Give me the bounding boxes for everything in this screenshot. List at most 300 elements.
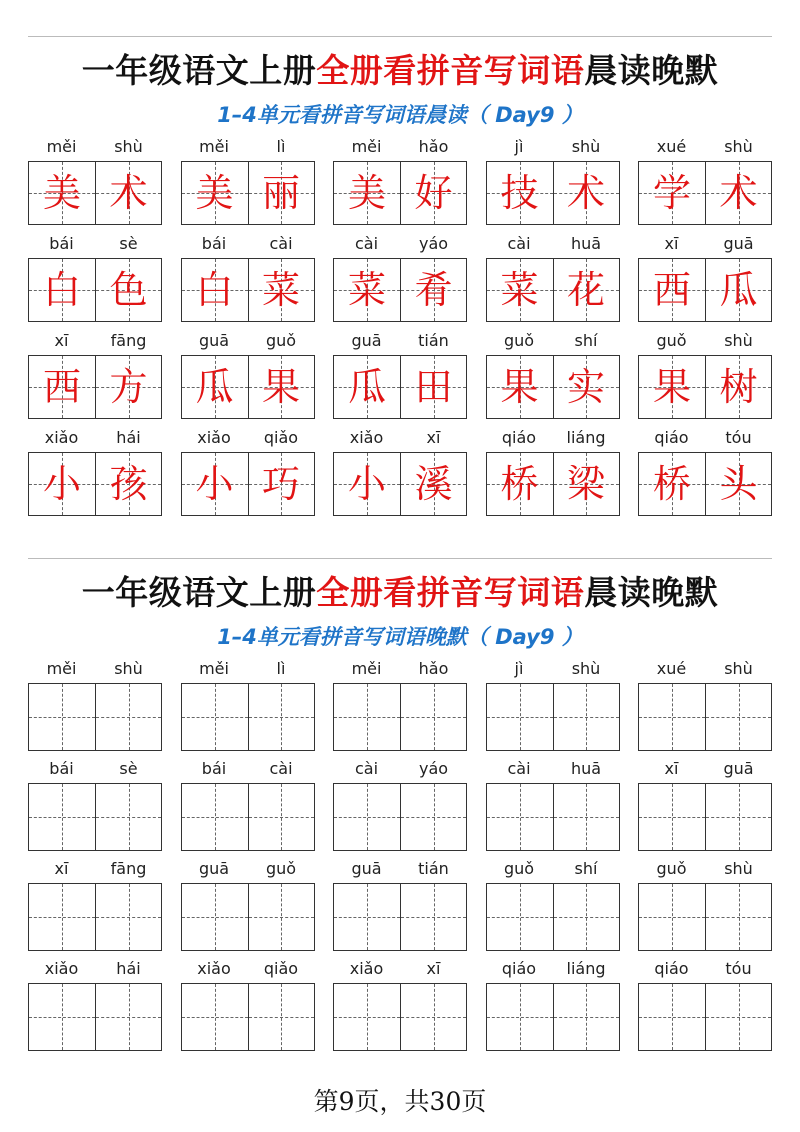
- title-suffix: 晨读晚默: [584, 51, 719, 90]
- word-pair: [333, 755, 467, 855]
- pinyin-syllable: huā: [570, 234, 602, 253]
- tianzige-box-pair[interactable]: [181, 883, 315, 951]
- pinyin-line: [28, 655, 162, 683]
- tianzige-cell: [553, 259, 619, 321]
- pinyin-syllable: jì: [514, 659, 524, 678]
- pinyin-syllable: xiǎo: [349, 959, 384, 978]
- tianzige-box-pair[interactable]: [181, 783, 315, 851]
- tianzige-cell[interactable]: [487, 984, 553, 1050]
- pinyin-syllable: shù: [571, 659, 601, 678]
- pinyin-syllable: cài: [354, 234, 379, 253]
- pinyin-line: [486, 955, 620, 983]
- word-pair: [333, 327, 467, 424]
- word-grid: [28, 133, 772, 521]
- tianzige-box-pair[interactable]: [638, 983, 772, 1051]
- tianzige-box-pair: [28, 258, 162, 322]
- hanzi-character: 色: [109, 268, 148, 312]
- word-pair: [181, 133, 315, 230]
- pinyin-line: [638, 955, 772, 983]
- word-pair: [638, 955, 772, 1055]
- pinyin-syllable: guǒ: [656, 859, 687, 878]
- pinyin-line: [333, 230, 467, 258]
- pinyin-syllable: guā: [723, 759, 754, 778]
- hanzi-character: 术: [719, 171, 758, 215]
- pinyin-syllable: xiǎo: [197, 959, 231, 978]
- hanzi-character: 桥: [652, 462, 691, 506]
- tianzige-cell[interactable]: [248, 884, 314, 950]
- pinyin-syllable: qiǎo: [263, 959, 299, 978]
- pinyin-syllable: bái: [49, 234, 74, 253]
- pinyin-syllable: xī: [426, 428, 441, 447]
- pinyin-syllable: guā: [198, 859, 230, 878]
- hanzi-character: 瓜: [195, 365, 234, 409]
- tianzige-box-pair[interactable]: [638, 783, 772, 851]
- pinyin-syllable: shù: [724, 331, 753, 350]
- tianzige-cell[interactable]: [705, 684, 771, 750]
- tianzige-cell[interactable]: [334, 784, 400, 850]
- tianzige-cell[interactable]: [182, 984, 248, 1050]
- tianzige-box-pair: [333, 258, 467, 322]
- pinyin-syllable: jì: [514, 137, 524, 156]
- tianzige-cell[interactable]: [248, 984, 314, 1050]
- tianzige-cell[interactable]: [400, 984, 466, 1050]
- word-pair: [28, 755, 162, 855]
- tianzige-box-pair[interactable]: [333, 883, 467, 951]
- pinyin-syllable: xiǎo: [44, 959, 79, 978]
- tianzige-cell[interactable]: [334, 884, 400, 950]
- tianzige-box-pair[interactable]: [333, 983, 467, 1051]
- tianzige-cell: [29, 259, 95, 321]
- pinyin-line: [28, 327, 162, 355]
- pinyin-line: [486, 133, 620, 161]
- hanzi-character: 头: [719, 462, 758, 506]
- tianzige-box-pair: [181, 258, 315, 322]
- word-pair: [28, 424, 162, 521]
- word-pair: [333, 424, 467, 521]
- hanzi-character: 学: [652, 171, 691, 215]
- pinyin-line: [181, 327, 315, 355]
- tianzige-cell: [705, 453, 771, 515]
- tianzige-cell[interactable]: [182, 884, 248, 950]
- tianzige-cell[interactable]: [95, 984, 161, 1050]
- tianzige-box-pair[interactable]: [486, 983, 620, 1051]
- pinyin-line: [638, 133, 772, 161]
- pinyin-syllable: tóu: [725, 428, 752, 447]
- word-row: [28, 755, 772, 855]
- tianzige-box-pair[interactable]: [28, 683, 162, 751]
- tianzige-box-pair[interactable]: [181, 983, 315, 1051]
- pinyin-syllable: guā: [351, 331, 382, 350]
- word-row: [28, 424, 772, 521]
- sheet-subtitle: 1–4单元看拼音写词语晨读（ Day9 ）: [217, 103, 583, 127]
- pinyin-syllable: xī: [664, 234, 679, 253]
- pinyin-line: [486, 755, 620, 783]
- pinyin-syllable: qiáo: [501, 428, 537, 447]
- tianzige-cell: [248, 259, 314, 321]
- pinyin-line: [333, 755, 467, 783]
- tianzige-cell[interactable]: [29, 784, 95, 850]
- pinyin-line: [181, 133, 315, 161]
- hanzi-character: 技: [500, 171, 539, 215]
- tianzige-box-pair: [181, 452, 315, 516]
- word-pair: [28, 955, 162, 1055]
- hanzi-character: 梁: [566, 462, 605, 506]
- pinyin-syllable: tóu: [725, 959, 752, 978]
- tianzige-cell[interactable]: [400, 684, 466, 750]
- pinyin-line: [638, 230, 772, 258]
- tianzige-cell[interactable]: [553, 684, 619, 750]
- hanzi-character: 花: [566, 268, 605, 312]
- pinyin-line: [28, 230, 162, 258]
- pinyin-line: [28, 424, 162, 452]
- tianzige-box-pair[interactable]: [28, 983, 162, 1051]
- word-pair: [181, 755, 315, 855]
- pinyin-line: [333, 133, 467, 161]
- tianzige-cell[interactable]: [553, 784, 619, 850]
- tianzige-cell[interactable]: [639, 684, 705, 750]
- pinyin-syllable: měi: [46, 659, 77, 678]
- tianzige-cell: [400, 356, 466, 418]
- hanzi-character: 好: [414, 171, 453, 215]
- pinyin-syllable: qiáo: [501, 959, 537, 978]
- pinyin-line: [28, 133, 162, 161]
- title-highlight: 全册看拼音写词语: [316, 573, 585, 612]
- hanzi-character: 肴: [414, 268, 453, 312]
- pinyin-syllable: tián: [418, 331, 449, 350]
- tianzige-cell[interactable]: [29, 684, 95, 750]
- pinyin-line: [333, 955, 467, 983]
- pinyin-syllable: xué: [656, 137, 687, 156]
- tianzige-box-pair: [638, 161, 772, 225]
- pinyin-syllable: shù: [114, 659, 143, 678]
- pinyin-syllable: měi: [46, 137, 77, 156]
- word-pair: [638, 133, 772, 230]
- pinyin-syllable: xī: [54, 859, 69, 878]
- pinyin-syllable: xiǎo: [44, 428, 79, 447]
- tianzige-box-pair: [28, 452, 162, 516]
- pinyin-line: [486, 230, 620, 258]
- pinyin-syllable: shù: [114, 137, 143, 156]
- tianzige-cell[interactable]: [487, 684, 553, 750]
- pinyin-syllable: guǒ: [656, 331, 687, 350]
- tianzige-cell: [248, 162, 314, 224]
- tianzige-box-pair: [181, 355, 315, 419]
- word-pair: [181, 230, 315, 327]
- tianzige-box-pair[interactable]: [486, 683, 620, 751]
- hanzi-character: 西: [652, 268, 691, 312]
- word-pair: [638, 327, 772, 424]
- word-pair: [28, 133, 162, 230]
- pinyin-syllable: sè: [119, 759, 138, 778]
- pinyin-syllable: cài: [507, 759, 531, 778]
- hanzi-character: 西: [42, 365, 81, 409]
- pinyin-line: [181, 230, 315, 258]
- pinyin-syllable: xué: [656, 659, 687, 678]
- tianzige-cell[interactable]: [705, 784, 771, 850]
- hanzi-character: 小: [347, 462, 386, 506]
- pinyin-line: [486, 327, 620, 355]
- tianzige-cell: [334, 162, 400, 224]
- tianzige-cell: [248, 356, 314, 418]
- tianzige-box-pair: [28, 355, 162, 419]
- evening-dictation-sheet: [28, 558, 772, 1055]
- word-pair: [333, 955, 467, 1055]
- hanzi-character: 果: [652, 365, 691, 409]
- hanzi-character: 菜: [261, 268, 300, 312]
- tianzige-cell: [400, 259, 466, 321]
- word-pair: [181, 424, 315, 521]
- word-pair: [333, 230, 467, 327]
- tianzige-cell: [487, 162, 553, 224]
- hanzi-character: 小: [42, 462, 81, 506]
- tianzige-box-pair: [28, 161, 162, 225]
- tianzige-cell[interactable]: [248, 684, 314, 750]
- word-row: [28, 655, 772, 755]
- pinyin-syllable: měi: [199, 137, 229, 156]
- tianzige-cell: [182, 453, 248, 515]
- pinyin-line: [181, 755, 315, 783]
- tianzige-box-pair: [638, 355, 772, 419]
- tianzige-cell: [29, 162, 95, 224]
- pinyin-syllable: guā: [723, 234, 754, 253]
- tianzige-cell: [487, 453, 553, 515]
- hanzi-character: 巧: [261, 462, 300, 506]
- tianzige-box-pair: [181, 161, 315, 225]
- hanzi-character: 田: [414, 365, 453, 409]
- pinyin-line: [333, 655, 467, 683]
- pinyin-line: [181, 955, 315, 983]
- tianzige-cell[interactable]: [95, 684, 161, 750]
- pinyin-syllable: hǎo: [418, 137, 449, 156]
- pinyin-syllable: lì: [276, 137, 286, 156]
- tianzige-cell[interactable]: [248, 784, 314, 850]
- word-pair: [181, 655, 315, 755]
- tianzige-cell: [182, 162, 248, 224]
- tianzige-cell[interactable]: [400, 884, 466, 950]
- tianzige-cell[interactable]: [639, 784, 705, 850]
- pinyin-line: [638, 327, 772, 355]
- word-grid: [28, 655, 772, 1055]
- hanzi-character: 菜: [500, 268, 539, 312]
- word-pair: [28, 230, 162, 327]
- pinyin-syllable: shù: [724, 137, 753, 156]
- tianzige-box-pair: [486, 161, 620, 225]
- tianzige-cell: [487, 356, 553, 418]
- pinyin-line: [333, 855, 467, 883]
- sheet-subtitle: 1–4单元看拼音写词语晚默（ Day9 ）: [217, 625, 583, 649]
- tianzige-box-pair: [638, 452, 772, 516]
- hanzi-character: 瓜: [719, 268, 758, 312]
- word-pair: [486, 424, 620, 521]
- tianzige-cell: [553, 453, 619, 515]
- tianzige-box-pair[interactable]: [486, 883, 620, 951]
- tianzige-box-pair[interactable]: [333, 783, 467, 851]
- pinyin-line: [486, 855, 620, 883]
- hanzi-character: 术: [566, 171, 605, 215]
- pinyin-line: [333, 327, 467, 355]
- tianzige-cell[interactable]: [553, 884, 619, 950]
- tianzige-cell: [95, 259, 161, 321]
- word-pair: [638, 424, 772, 521]
- word-pair: [486, 133, 620, 230]
- top-divider: [28, 36, 772, 37]
- pinyin-syllable: tián: [418, 859, 449, 878]
- hanzi-character: 美: [195, 171, 234, 215]
- pinyin-syllable: guǒ: [265, 331, 297, 350]
- pinyin-syllable: shù: [724, 859, 753, 878]
- word-pair: [486, 327, 620, 424]
- page-number: 第9页，共30页: [313, 1087, 487, 1116]
- sheet-title: [28, 569, 772, 617]
- tianzige-cell[interactable]: [639, 884, 705, 950]
- pinyin-syllable: guā: [351, 859, 382, 878]
- sheet-title: [28, 47, 772, 95]
- pinyin-syllable: bái: [49, 759, 74, 778]
- pinyin-syllable: cài: [354, 759, 379, 778]
- hanzi-character: 果: [500, 365, 539, 409]
- tianzige-box-pair: [486, 452, 620, 516]
- tianzige-box-pair: [333, 452, 467, 516]
- pinyin-syllable: měi: [199, 659, 229, 678]
- word-pair: [638, 230, 772, 327]
- pinyin-syllable: fāng: [110, 859, 147, 878]
- tianzige-cell[interactable]: [705, 884, 771, 950]
- tianzige-cell: [182, 356, 248, 418]
- pinyin-line: [181, 855, 315, 883]
- tianzige-cell[interactable]: [487, 784, 553, 850]
- pinyin-line: [28, 755, 162, 783]
- pinyin-syllable: měi: [351, 659, 382, 678]
- word-pair: [486, 855, 620, 955]
- pinyin-line: [28, 955, 162, 983]
- word-pair: [486, 955, 620, 1055]
- tianzige-cell[interactable]: [95, 784, 161, 850]
- tianzige-cell: [95, 453, 161, 515]
- pinyin-syllable: hái: [116, 428, 141, 447]
- pinyin-syllable: xī: [664, 759, 679, 778]
- tianzige-cell[interactable]: [639, 984, 705, 1050]
- word-pair: [28, 327, 162, 424]
- hanzi-character: 溪: [414, 462, 453, 506]
- word-row: [28, 230, 772, 327]
- word-pair: [28, 655, 162, 755]
- pinyin-syllable: yáo: [418, 759, 449, 778]
- pinyin-syllable: xiǎo: [197, 428, 231, 447]
- title-highlight: 全册看拼音写词语: [316, 51, 585, 90]
- tianzige-box-pair: [486, 258, 620, 322]
- tianzige-cell[interactable]: [400, 784, 466, 850]
- pinyin-syllable: měi: [351, 137, 382, 156]
- hanzi-character: 美: [347, 171, 386, 215]
- pinyin-syllable: lì: [276, 659, 286, 678]
- hanzi-character: 树: [719, 365, 758, 409]
- tianzige-cell: [29, 453, 95, 515]
- word-row: [28, 855, 772, 955]
- tianzige-cell[interactable]: [182, 684, 248, 750]
- pinyin-syllable: shù: [724, 659, 753, 678]
- word-pair: [638, 755, 772, 855]
- tianzige-box-pair[interactable]: [28, 883, 162, 951]
- word-pair: [333, 855, 467, 955]
- tianzige-box-pair: [333, 355, 467, 419]
- pinyin-syllable: shù: [571, 137, 601, 156]
- tianzige-cell[interactable]: [553, 984, 619, 1050]
- pinyin-line: [638, 655, 772, 683]
- pinyin-syllable: shí: [574, 859, 598, 878]
- tianzige-cell: [400, 162, 466, 224]
- hanzi-character: 术: [109, 171, 148, 215]
- tianzige-cell[interactable]: [29, 984, 95, 1050]
- tianzige-cell: [400, 453, 466, 515]
- tianzige-box-pair[interactable]: [333, 683, 467, 751]
- tianzige-box-pair[interactable]: [28, 783, 162, 851]
- pinyin-syllable: fāng: [110, 331, 147, 350]
- tianzige-box-pair[interactable]: [181, 683, 315, 751]
- tianzige-cell[interactable]: [29, 884, 95, 950]
- pinyin-syllable: guā: [198, 331, 230, 350]
- hanzi-character: 方: [109, 365, 148, 409]
- pinyin-syllable: bái: [201, 759, 227, 778]
- pinyin-syllable: sè: [119, 234, 138, 253]
- tianzige-box-pair[interactable]: [638, 683, 772, 751]
- pinyin-line: [486, 424, 620, 452]
- hanzi-character: 菜: [347, 268, 386, 312]
- tianzige-box-pair: [486, 355, 620, 419]
- word-row: [28, 133, 772, 230]
- pinyin-syllable: huā: [570, 759, 602, 778]
- tianzige-box-pair: [333, 161, 467, 225]
- title-suffix: 晨读晚默: [584, 573, 719, 612]
- tianzige-cell: [248, 453, 314, 515]
- word-pair: [486, 755, 620, 855]
- tianzige-cell: [639, 162, 705, 224]
- pinyin-line: [638, 755, 772, 783]
- word-pair: [181, 327, 315, 424]
- tianzige-cell[interactable]: [182, 784, 248, 850]
- pinyin-syllable: liáng: [566, 959, 606, 978]
- word-pair: [638, 855, 772, 955]
- tianzige-cell: [95, 356, 161, 418]
- tianzige-cell: [334, 259, 400, 321]
- pinyin-syllable: guǒ: [503, 331, 535, 350]
- tianzige-cell: [487, 259, 553, 321]
- pinyin-syllable: qiǎo: [263, 428, 299, 447]
- tianzige-box-pair[interactable]: [638, 883, 772, 951]
- hanzi-character: 白: [195, 268, 234, 312]
- hanzi-character: 果: [261, 365, 300, 409]
- tianzige-cell[interactable]: [334, 984, 400, 1050]
- word-pair: [486, 230, 620, 327]
- tianzige-cell: [705, 356, 771, 418]
- tianzige-cell[interactable]: [95, 884, 161, 950]
- pinyin-syllable: xī: [426, 959, 441, 978]
- title-prefix: 一年级语文上册: [81, 573, 317, 612]
- tianzige-cell[interactable]: [334, 684, 400, 750]
- tianzige-box-pair: [638, 258, 772, 322]
- hanzi-character: 丽: [261, 171, 300, 215]
- tianzige-cell[interactable]: [705, 984, 771, 1050]
- tianzige-box-pair[interactable]: [486, 783, 620, 851]
- word-row: [28, 327, 772, 424]
- tianzige-cell[interactable]: [487, 884, 553, 950]
- pinyin-syllable: yáo: [418, 234, 449, 253]
- word-pair: [333, 655, 467, 755]
- word-row: [28, 955, 772, 1055]
- pinyin-syllable: bái: [201, 234, 227, 253]
- pinyin-syllable: xī: [54, 331, 69, 350]
- tianzige-cell: [705, 259, 771, 321]
- tianzige-cell: [553, 162, 619, 224]
